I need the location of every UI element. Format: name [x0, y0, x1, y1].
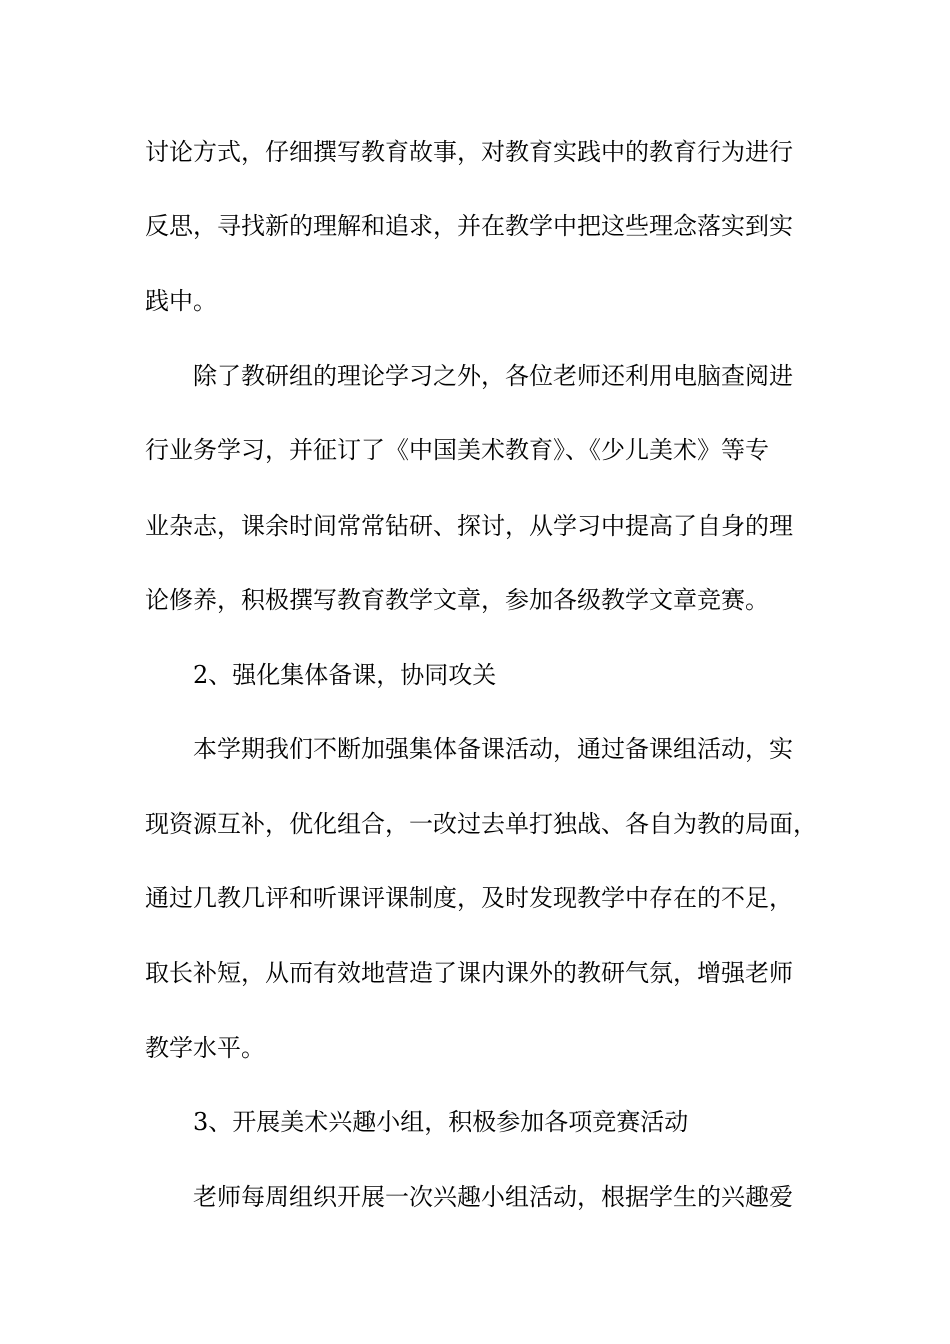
paragraph-first-line: 老师每周组织开展一次兴趣小组活动，根据学生的兴趣爱 [193, 1183, 793, 1211]
paragraph-first-line: 本学期我们不断加强集体备课活动，通过备课组活动，实 [193, 735, 793, 763]
text-line: 取长补短，从而有效地营造了课内课外的教研气氛，增强老师 [145, 959, 793, 987]
text-line: 论修养，积极撰写教育教学文章，参加各级教学文章竞赛。 [145, 586, 769, 614]
text-line: 通过几教几评和听课评课制度，及时发现教学中存在的不足， [145, 884, 793, 912]
paragraph-first-line: 除了教研组的理论学习之外，各位老师还利用电脑查阅进 [193, 362, 793, 390]
text-line: 教学水平。 [145, 1034, 265, 1062]
text-line: 业杂志，课余时间常常钻研、探讨，从学习中提高了自身的理 [145, 512, 793, 540]
text-line: 现资源互补，优化组合，一改过去单打独战、各自为教的局面， [145, 810, 817, 838]
section-heading: 3、开展美术兴趣小组，积极参加各项竞赛活动 [193, 1108, 689, 1136]
text-line: 讨论方式，仔细撰写教育故事，对教育实践中的教育行为进行 [145, 138, 793, 166]
text-line: 行业务学习，并征订了《中国美术教育》、《少儿美术》等专 [145, 436, 769, 464]
text-line: 践中。 [145, 287, 217, 315]
section-heading: 2、强化集体备课，协同攻关 [193, 661, 497, 689]
text-line: 反思，寻找新的理解和追求，并在教学中把这些理念落实到实 [145, 212, 793, 240]
